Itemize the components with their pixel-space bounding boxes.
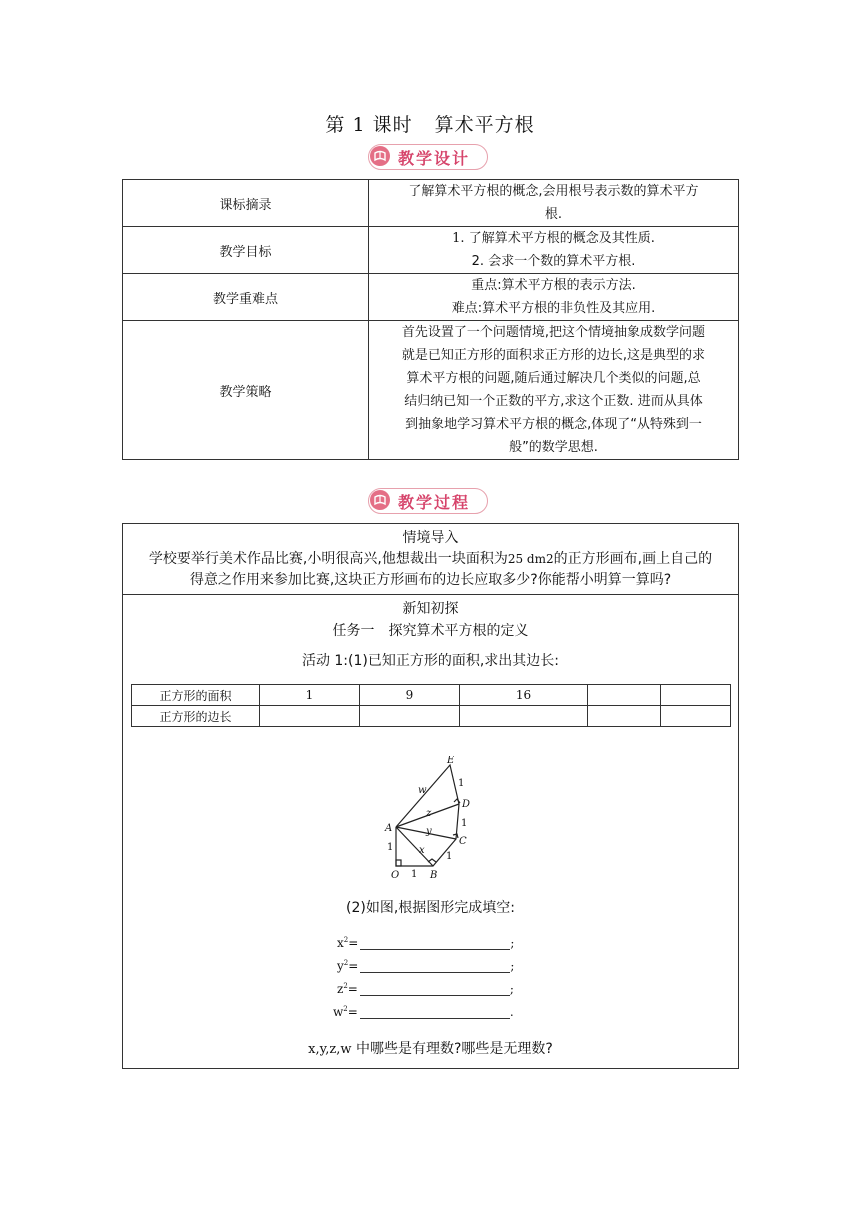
- fill-line-x[interactable]: $x^2=$ ;: [337, 936, 515, 950]
- table-row: [123, 180, 739, 227]
- new-knowledge-section: [123, 598, 738, 672]
- label-z: z: [426, 808, 432, 819]
- activity-title: 活动 1:(1)已知正方形的面积,求出其边长:: [301, 653, 560, 669]
- label-one: 1: [461, 818, 468, 829]
- row-value: 了解算术平方根的概念,会用根号表示数的算术平方 根.: [369, 180, 739, 227]
- situation-heading: 情境导入: [402, 530, 459, 546]
- label-one: 1: [458, 778, 465, 789]
- table-row: [123, 321, 739, 460]
- label-o: O: [391, 870, 400, 881]
- table-row: 正方形的边长: [132, 706, 731, 727]
- teaching-process-label: 教学过程: [398, 493, 471, 512]
- situation-text: 学校要举行美术作品比赛,小明很高兴,他想裁出一块面积为25 $dm^2$的正方形画布,画上自己的: [148, 551, 713, 567]
- lesson-topic: 算术平方根: [434, 114, 535, 136]
- square-table: [131, 684, 731, 727]
- table-row: 正方形的面积 1 9 16: [132, 685, 731, 706]
- page-title: [0, 110, 860, 137]
- fill-prompt: (2)如图,根据图形完成填空:: [346, 900, 515, 916]
- question-text: x,y,z,w 中哪些是有理数?哪些是无理数?: [308, 1041, 553, 1057]
- task-title: 任务一 探究算术平方根的定义: [332, 623, 529, 639]
- situation-section: [123, 528, 738, 591]
- new-knowledge-heading: 新知初探: [402, 601, 459, 617]
- row-value: 重点:算术平方根的表示方法. 难点:算术平方根的非负性及其应用.: [369, 274, 739, 321]
- label-one: 1: [387, 842, 394, 853]
- lesson-number: 第 1 课时: [325, 114, 413, 136]
- teaching-design-label: 教学设计: [398, 149, 471, 168]
- row-label: 教学策略: [123, 321, 369, 460]
- teaching-design-table: [122, 179, 739, 460]
- label-x: x: [419, 845, 425, 856]
- teaching-design-banner: [368, 144, 488, 170]
- teaching-process-banner: [368, 488, 488, 514]
- teaching-process-box: [122, 523, 739, 1069]
- spiral-triangle-diagram: [381, 756, 481, 881]
- row-label: 课标摘录: [123, 180, 369, 227]
- label-one: 1: [446, 851, 453, 862]
- label-d: D: [462, 799, 471, 810]
- label-c: C: [459, 836, 467, 847]
- fill-line-z[interactable]: $z^2=$ ;: [337, 982, 514, 996]
- label-w: w: [418, 785, 427, 796]
- book-icon: [370, 490, 390, 510]
- table-row: [123, 274, 739, 321]
- row-label: 教学重难点: [123, 274, 369, 321]
- row-value: 1. 了解算术平方根的概念及其性质. 2. 会求一个数的算术平方根.: [369, 227, 739, 274]
- label-a: A: [385, 823, 393, 834]
- label-one: 1: [411, 869, 418, 880]
- label-b: B: [430, 870, 438, 881]
- situation-text-line2: 得意之作用来参加比赛,这块正方形画布的边长应取多少?你能帮小明算一算吗?: [189, 572, 672, 588]
- row-label: 教学目标: [123, 227, 369, 274]
- row-value: 首先设置了一个问题情境,把这个情境抽象成数学问题 就是已知正方形的面积求正方形的边长,这是典型的求 算术平方根的问题,随后通过解决几个类似的问题,总 结归纳已知一个正数的平方,求这个正数. 进而从具体 到抽象地学习算术平方根的概念,体现了“从特殊到一 般”的数学思想.: [369, 321, 739, 460]
- book-icon: [370, 146, 390, 166]
- table-row: [123, 227, 739, 274]
- fill-line-w[interactable]: $w^2=$ .: [333, 1005, 514, 1019]
- label-e: E: [447, 756, 455, 766]
- label-y: y: [426, 826, 432, 837]
- fill-line-y[interactable]: $y^2=$ ;: [337, 959, 515, 973]
